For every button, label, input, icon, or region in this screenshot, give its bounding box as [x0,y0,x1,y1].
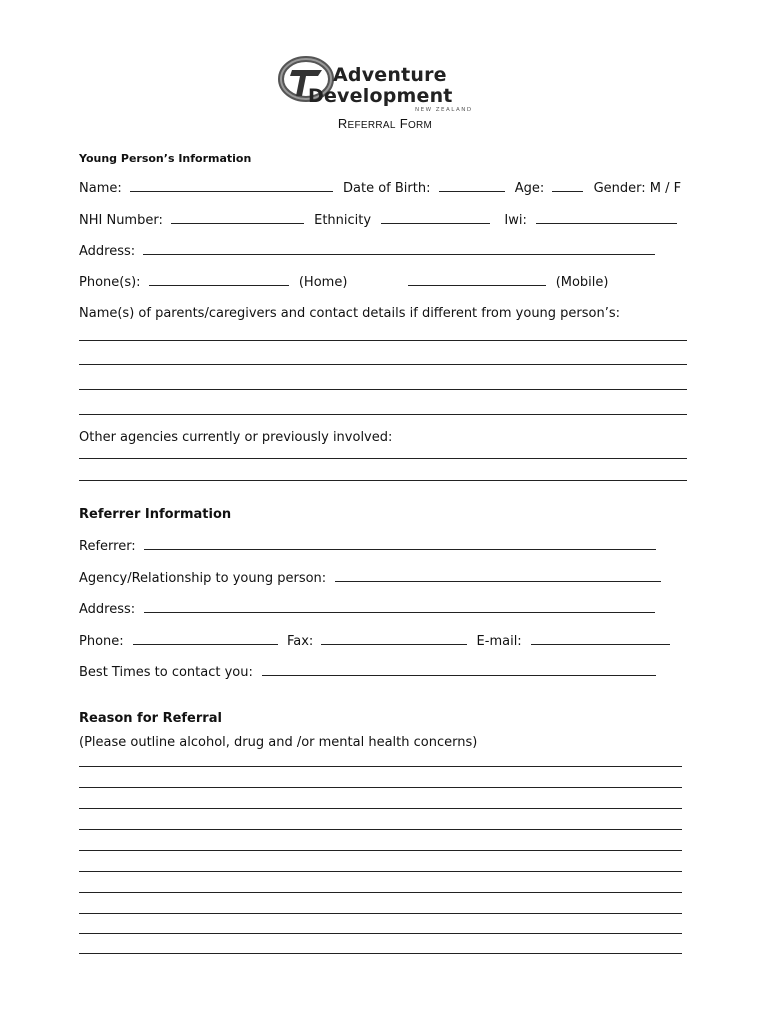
title-word-eferral: EFERRAL [347,120,396,131]
adventure-development-logo [278,56,493,116]
dob-label: Date of Birth: [343,181,431,196]
address-label: Address: [79,244,136,259]
parents-label: Name(s) of parents/caregivers and contact details if different from young person’s: [79,306,621,321]
mobile-label: (Mobile) [555,275,609,290]
nhi-field[interactable] [171,212,304,224]
ethnicity-field[interactable] [381,212,490,224]
title-letter-f: F [399,116,408,131]
reason-line-9[interactable] [79,933,682,934]
reason-line-8[interactable] [79,913,682,914]
logo-text-development: Development [308,85,453,107]
fax-label: Fax: [286,634,314,649]
logo-text-adventure: Adventure [333,64,447,86]
name-field[interactable] [130,180,333,192]
reason-line-10[interactable] [79,953,682,954]
referrer-heading: Referrer Information [79,507,232,522]
gender-label[interactable]: Gender: M / F [593,181,682,196]
reason-line-6[interactable] [79,871,682,872]
best-times-label: Best Times to contact you: [79,665,253,680]
fax-field[interactable] [321,633,467,645]
email-label: E-mail: [476,634,522,649]
referrer-address-label: Address: [79,602,136,617]
email-field[interactable] [531,633,670,645]
agency-label: Agency/Relationship to young person: [79,571,327,586]
reason-subheading: (Please outline alcohol, drug and /or mental health concerns) [79,735,478,750]
referrer-field[interactable] [144,538,656,550]
ethnicity-label: Ethnicity [314,213,372,228]
home-phone-field[interactable] [149,274,289,286]
address-row [79,243,655,259]
reason-line-5[interactable] [79,850,682,851]
reason-line-3[interactable] [79,808,682,809]
nhi-label: NHI Number: [79,213,163,228]
logo-text-new-zealand: NEW ZEALAND [415,107,473,113]
referrer-row [79,538,656,554]
name-label: Name: [79,181,122,196]
iwi-label: Iwi: [504,213,527,228]
dob-field[interactable] [439,180,505,192]
phone-field[interactable] [133,633,278,645]
contact-row [79,633,670,649]
age-label: Age: [514,181,545,196]
reason-heading: Reason for Referral [79,711,222,726]
agency-row [79,570,661,586]
best-times-row [79,664,656,680]
form-title [0,116,770,131]
agencies-label: Other agencies currently or previously involved: [79,430,393,445]
parents-line-1[interactable] [79,340,687,341]
phones-row [79,274,608,290]
reason-line-7[interactable] [79,892,682,893]
referrer-address-field[interactable] [144,601,655,613]
title-word-orm: ORM [407,120,433,131]
parents-line-3[interactable] [79,389,687,390]
reason-line-4[interactable] [79,829,682,830]
iwi-field[interactable] [536,212,677,224]
referrer-label: Referrer: [79,539,136,554]
reason-line-2[interactable] [79,787,682,788]
agency-field[interactable] [335,570,661,582]
referrer-address-row [79,601,655,617]
young-person-heading: Young Person’s Information [79,152,252,165]
address-field[interactable] [143,243,655,255]
agencies-line-2[interactable] [79,480,687,481]
phone-label: Phone: [79,634,124,649]
nhi-row [79,212,677,228]
parents-line-4[interactable] [79,414,687,415]
agencies-line-1[interactable] [79,458,687,459]
title-letter-r: R [337,116,348,131]
name-row [79,180,681,196]
mobile-phone-field[interactable] [408,274,546,286]
reason-line-1[interactable] [79,766,682,767]
best-times-field[interactable] [262,664,656,676]
age-field[interactable] [552,180,583,192]
phones-label: Phone(s): [79,275,141,290]
parents-line-2[interactable] [79,364,687,365]
home-label: (Home) [298,275,348,290]
